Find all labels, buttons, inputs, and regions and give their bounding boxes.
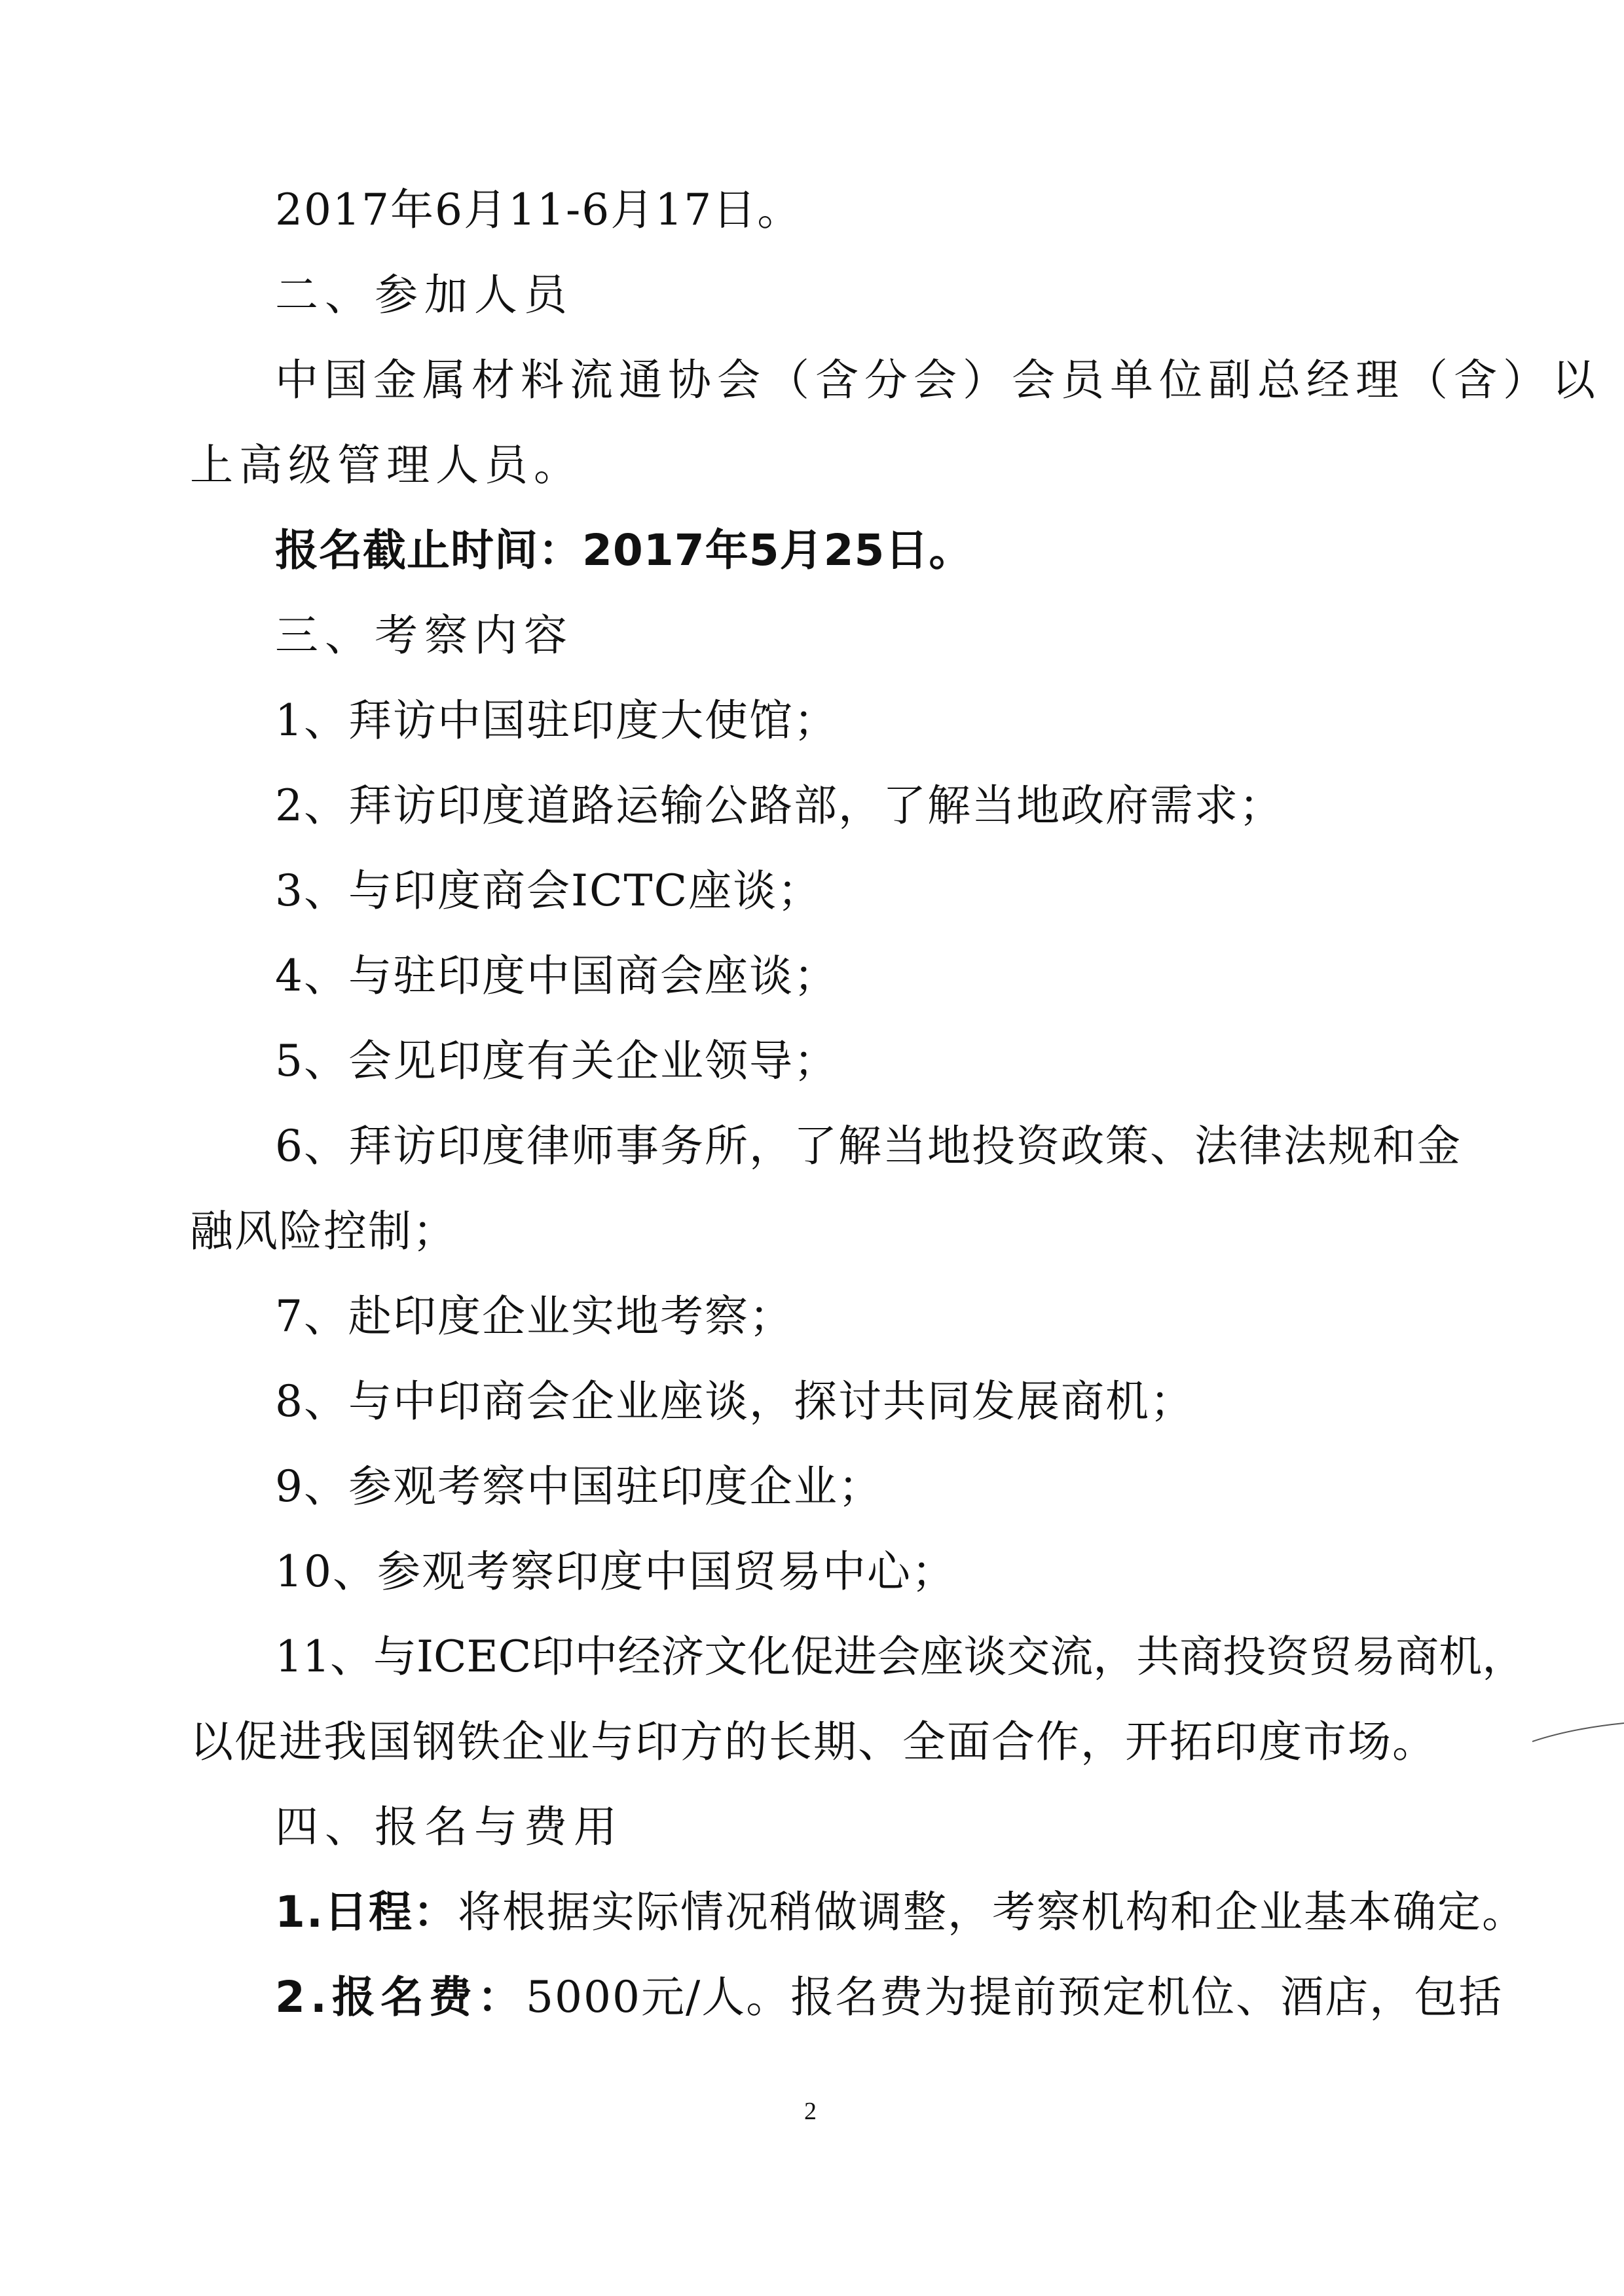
list-item: 10、参观考察印度中国贸易中心； [275, 1546, 956, 1597]
registration-fee-text: 5000元/人。报名费为提前预定机位、酒店，包括 [526, 1972, 1504, 2022]
list-item: 7、赴印度企业实地考察； [275, 1291, 794, 1341]
participants-paragraph-line-2: 上高级管理人员。 [190, 440, 583, 490]
registration-deadline: 报名截止时间：2017年5月25日。 [275, 525, 973, 575]
schedule-note-label: 1.日程： [275, 1887, 458, 1937]
registration-fee-note [275, 1968, 1503, 2027]
scan-artifact-line [1532, 1709, 1624, 1748]
list-item: 6、拜访印度律师事务所，了解当地投资政策、法律法规和金 [275, 1121, 1462, 1171]
registration-fee-label: 2.报名费： [275, 1972, 526, 2022]
list-item: 5、会见印度有关企业领导； [275, 1036, 838, 1086]
list-item-continuation: 以促进我国钢铁企业与印方的长期、全面合作，开拓印度市场。 [190, 1717, 1437, 1767]
section-heading-content: 三、考察内容 [275, 610, 574, 661]
list-item: 8、与中印商会企业座谈，探讨共同发展商机； [275, 1376, 1194, 1427]
list-item: 11、与ICEC印中经济文化促进会座谈交流，共商投资贸易商机， [275, 1631, 1526, 1682]
list-item: 1、拜访中国驻印度大使馆； [275, 695, 838, 746]
list-item: 2、拜访印度道路运输公路部，了解当地政府需求； [275, 780, 1283, 831]
section-heading-registration-fees: 四、报名与费用 [275, 1802, 623, 1852]
participants-paragraph-line-1: 中国金属材料流通协会（含分会）会员单位副总经理（含）以 [275, 355, 1601, 405]
list-item: 4、与驻印度中国商会座谈； [275, 951, 838, 1001]
list-item-continuation: 融风险控制； [190, 1206, 457, 1256]
page-number: 2 [804, 2098, 817, 2125]
list-item: 3、与印度商会ICTC座谈； [275, 866, 822, 916]
schedule-date-line: 2017年6月11-6月17日。 [275, 185, 802, 235]
schedule-note [275, 1883, 1526, 1942]
list-item: 9、参观考察中国驻印度企业； [275, 1461, 883, 1512]
section-heading-participants: 二、参加人员 [275, 270, 574, 320]
schedule-note-text: 将根据实际情况稍做调整，考察机构和企业基本确定。 [458, 1887, 1526, 1937]
